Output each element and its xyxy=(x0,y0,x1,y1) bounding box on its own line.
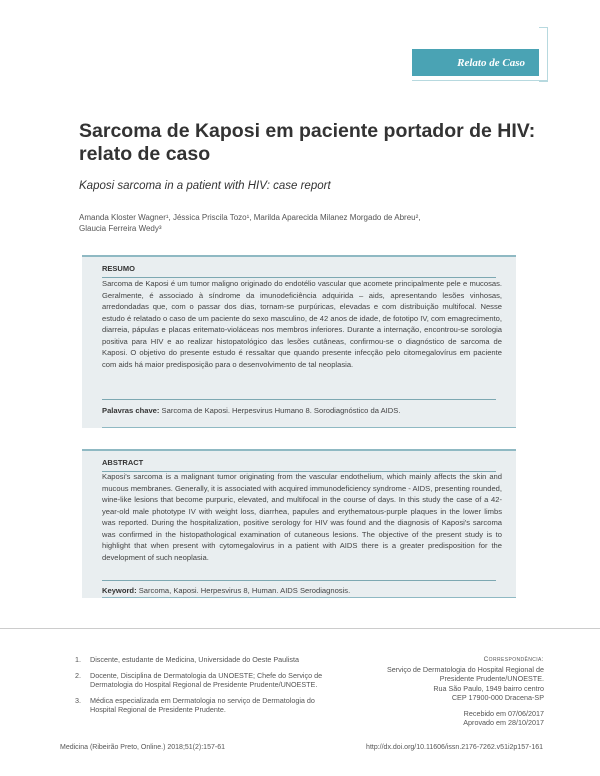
notes-separator xyxy=(0,628,600,629)
keywords-text: Sarcoma de Kaposi. Herpesvirus Humano 8. Sorodiagnóstico da AIDS. xyxy=(161,406,401,415)
received-date: Recebido em 07/06/2017 xyxy=(463,708,544,718)
note-text: Médica especializada em Dermatologia no serviço de Dermatologia do Hospital Regional de Presidente Prudente. xyxy=(90,695,315,714)
panel-bottom-rule xyxy=(102,427,516,428)
header-underline xyxy=(412,80,548,81)
keywords-label: Palavras chave: xyxy=(102,406,160,415)
correspondence-heading: Correspondência: xyxy=(483,656,544,663)
note-number: 3. xyxy=(75,695,81,705)
abstract-body: Kaposi's sarcoma is a malignant tumor originating from the vascular endothelium, which mainly affects the skin and mucous membranes. Generally, it is associated with acquired immunodeficiency syndrome - AIDS, presenting rounded, wine-like lesions that become purpuric, elevated, and multifocal in the course of days. In this study the case of a 42-year-old male phototype IV with weight loss, diarrhea, papules and erythematous-purple plaques in the lower limbs was reported. During the hospitalization, positive serology for HIV was found and the diagnosis of Kaposi's sarcoma was confirmed in the histopathological examination of cutaneous lesions. The objective of the present study is to highlight that when present with cytomegalovirus in a patient with AIDS there is a greater predisposition for the development of such neoplasia. xyxy=(102,472,502,562)
affiliation-note xyxy=(75,671,325,690)
keywords-rule xyxy=(102,399,496,400)
note-text: Discente, estudante de Medicina, Universidade do Oeste Paulista xyxy=(90,655,299,664)
abstract-heading: ABSTRACT xyxy=(102,458,144,467)
note-text: Docente, Disciplina de Dermatologia da UNOESTE; Chefe do Serviço de Dermatologia do Hospital Regional de Presidente Prudente/UNOESTE. xyxy=(90,670,323,689)
abstract-panel xyxy=(82,449,516,598)
header-bracket xyxy=(539,27,548,82)
section-tag-label: Relato de Caso xyxy=(457,56,525,69)
article-subtitle: Kaposi sarcoma in a patient with HIV: case report xyxy=(79,180,331,192)
journal-citation: Medicina (Ribeirão Preto, Online.) 2018;51(2):157-61 xyxy=(60,744,225,751)
note-number: 1. xyxy=(75,655,81,664)
panel-top-rule xyxy=(82,255,516,257)
author-list xyxy=(79,213,539,234)
affiliation-note xyxy=(75,696,325,715)
keywords-label: Keyword: xyxy=(102,586,137,595)
panel-bottom-rule xyxy=(102,597,516,598)
resumo-keywords xyxy=(102,406,502,415)
approved-date: Aprovado em 28/10/2017 xyxy=(463,718,544,727)
affiliation-note xyxy=(75,655,325,665)
author-line: Amanda Kloster Wagner¹, Jéssica Priscila Tozo¹, Marilda Aparecida Milanez Morgado de Abreu², xyxy=(79,213,421,222)
article-title: Sarcoma de Kaposi em paciente portador de HIV: relato de caso xyxy=(79,120,536,165)
dates xyxy=(330,709,544,728)
doi-link[interactable]: http://dx.doi.org/10.11606/issn.2176-7262.v51i2p157-161 xyxy=(366,744,543,751)
correspondence-line: CEP 17900-000 Dracena-SP xyxy=(451,693,544,702)
affiliation-notes xyxy=(75,655,325,721)
correspondence-block xyxy=(330,655,544,728)
panel-top-rule xyxy=(82,449,516,451)
resumo-panel xyxy=(82,255,516,428)
keywords-rule xyxy=(102,580,496,581)
resumo-heading: RESUMO xyxy=(102,264,135,273)
resumo-body: Sarcoma de Kaposi é um tumor maligno originado do endotélio vascular que acomete principalmente pele e mucosas. Geralmente, é associado à síndrome da imunodeficiência adquirida – aids, apresentando lesões vinhosas, arredondadas que, com o passar dos dias, tornam-se purpúricas, elevadas e com distribuição multifocal. Nesse estudo é relatado o caso de um paciente do sexo masculino, de 42 anos de idade, de fototipo IV, com emagrecimento, diarreia, pápulas e placas eritemato-violáceas nos membros inferiores. Durante a internação, encontrou-se sorologia positiva para HIV e ao realizar histopatológico das lesões cutâneas, confirmou-se o diagnóstico de sarcoma de Kaposi. O objetivo do presente estudo é ressaltar que quando presente infecção pelo citomegalovírus em paciente com aids há maior predisposição para o desenvolvimento de tal neoplasia. xyxy=(102,279,502,369)
keywords-text: Sarcoma, Kaposi. Herpesvirus 8, Human. AIDS Serodiagnosis. xyxy=(138,586,351,595)
author-line: Glaucia Ferreira Wedy³ xyxy=(79,223,162,233)
correspondence-line: Presidente Prudente/UNOESTE. xyxy=(439,674,544,683)
section-tag xyxy=(412,49,539,76)
note-number: 2. xyxy=(75,670,81,680)
correspondence-line: Rua São Paulo, 1949 bairro centro xyxy=(433,683,544,693)
abstract-keywords xyxy=(102,586,502,595)
correspondence-line: Serviço de Dermatologia do Hospital Regional de xyxy=(386,664,544,674)
